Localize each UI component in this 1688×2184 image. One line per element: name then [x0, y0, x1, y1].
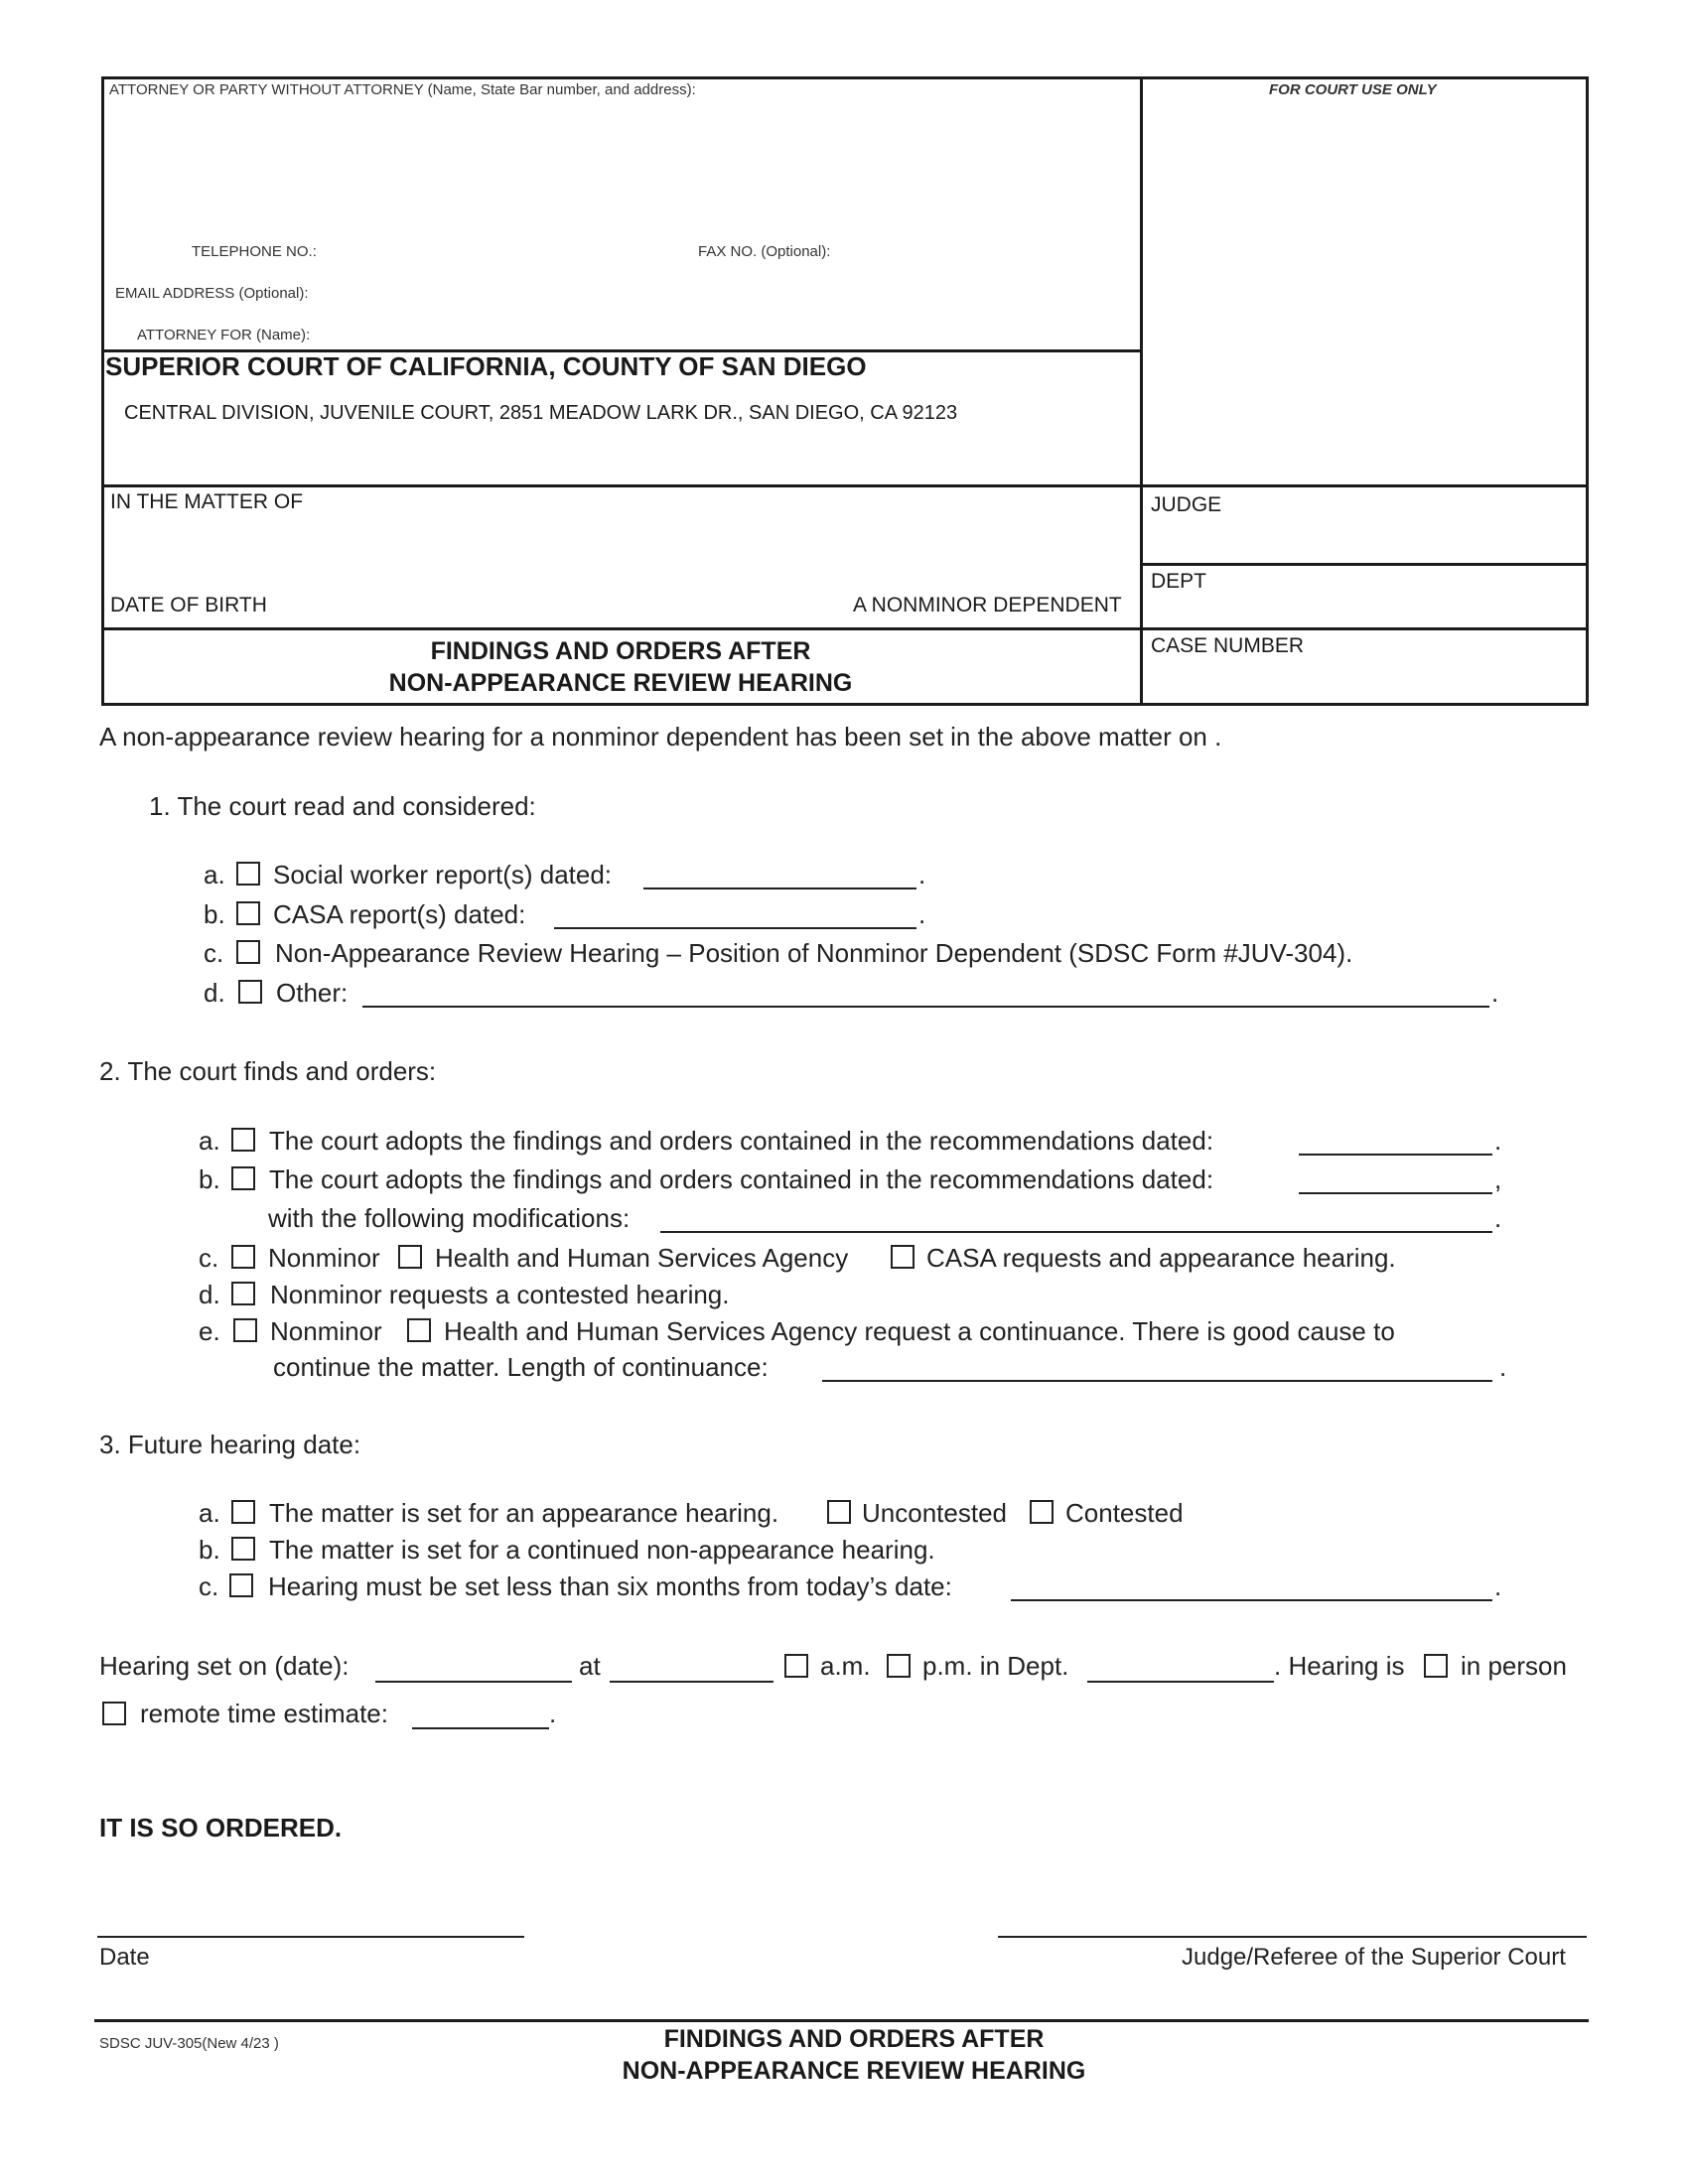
item-3b-text: The matter is set for a continued non-appearance hearing. — [269, 1535, 935, 1565]
court-divider — [101, 484, 1589, 487]
caption-divider-vertical — [1140, 76, 1143, 706]
item-1b-text: CASA report(s) dated: — [273, 899, 526, 929]
checkbox-1b[interactable] — [236, 901, 260, 925]
field-1b-date[interactable] — [554, 927, 916, 929]
hearing-set-label: Hearing set on (date): — [99, 1651, 350, 1681]
field-2a-date[interactable] — [1299, 1154, 1492, 1156]
checkbox-3c[interactable] — [229, 1573, 253, 1597]
item-1d-prefix: d. — [204, 978, 225, 1008]
period: . — [1494, 1203, 1502, 1233]
court-address: CENTRAL DIVISION, JUVENILE COURT, 2851 MEADOW LARK DR., SAN DIEGO, CA 92123 — [124, 402, 958, 424]
item-3a-opt2: Contested — [1065, 1498, 1184, 1528]
checkbox-2e-hhsa[interactable] — [407, 1318, 431, 1342]
field-1d-other[interactable] — [362, 1006, 1489, 1008]
item-1d-text: Other: — [276, 978, 349, 1008]
item-2b-continuation: with the following modifications: — [268, 1203, 631, 1233]
item-1a-prefix: a. — [204, 860, 225, 889]
matter-label: IN THE MATTER OF — [110, 490, 304, 513]
field-dept[interactable] — [1087, 1681, 1274, 1683]
email-label: EMAIL ADDRESS (Optional): — [115, 285, 309, 302]
nonminor-dependent-label: A NONMINOR DEPENDENT — [853, 594, 1122, 616]
date-signature-line[interactable] — [97, 1936, 524, 1938]
item-2e-continuation: continue the matter. Length of continuance: — [273, 1352, 769, 1382]
item-2a-text: The court adopts the findings and orders contained in the recommendations dated: — [269, 1126, 1214, 1156]
item-2e-text: Health and Human Services Agency request a continuance. There is good cause to — [444, 1316, 1395, 1346]
section3-heading: 3. Future hearing date: — [99, 1430, 361, 1459]
field-hearing-date[interactable] — [375, 1681, 572, 1683]
checkbox-2d[interactable] — [231, 1282, 255, 1305]
field-3c-date[interactable] — [1011, 1599, 1492, 1601]
item-3a-prefix: a. — [199, 1498, 220, 1528]
checkbox-3b[interactable] — [231, 1537, 255, 1561]
item-2c-opt2: Health and Human Services Agency — [435, 1243, 849, 1273]
period: . — [1494, 1126, 1502, 1156]
period: . — [918, 899, 926, 929]
judge-divider — [1140, 563, 1589, 566]
form-id: SDSC JUV-305(New 4/23 ) — [99, 2035, 279, 2052]
judge-label: JUDGE — [1151, 493, 1222, 516]
in-person-label: in person — [1461, 1651, 1567, 1681]
item-1c-text: Non-Appearance Review Hearing – Position of Nonminor Dependent (SDSC Form #JUV-304). — [275, 938, 1353, 968]
period: . — [1491, 978, 1499, 1008]
section1-heading: 1. The court read and considered: — [149, 791, 536, 821]
dob-label: DATE OF BIRTH — [110, 594, 267, 616]
item-1c-prefix: c. — [204, 938, 224, 968]
checkbox-3a-contested[interactable] — [1030, 1500, 1054, 1524]
field-2b-date[interactable] — [1299, 1192, 1492, 1194]
checkbox-2a[interactable] — [231, 1128, 255, 1152]
comma: , — [1494, 1164, 1502, 1194]
period: . — [1499, 1352, 1507, 1382]
field-time-estimate[interactable] — [412, 1727, 549, 1729]
item-2b-text: The court adopts the findings and orders contained in the recommendations dated: — [269, 1164, 1214, 1194]
checkbox-in-person[interactable] — [1424, 1654, 1448, 1678]
pm-dept-label: p.m. in Dept. — [922, 1651, 1069, 1681]
telephone-label: TELEPHONE NO.: — [192, 243, 317, 260]
item-2b-prefix: b. — [199, 1164, 220, 1194]
item-2c-prefix: c. — [199, 1243, 219, 1273]
title-divider — [101, 627, 1589, 630]
item-1a-text: Social worker report(s) dated: — [273, 860, 613, 889]
hearing-is-label: . Hearing is — [1274, 1651, 1405, 1681]
period: . — [549, 1699, 557, 1728]
item-1b-prefix: b. — [204, 899, 225, 929]
footer-title-line1: FINDINGS AND ORDERS AFTER — [663, 2025, 1045, 2053]
attorney-for-label: ATTORNEY FOR (Name): — [137, 327, 311, 343]
item-2c-opt1: Nonminor — [268, 1243, 380, 1273]
dept-label: DEPT — [1151, 570, 1207, 593]
item-3b-prefix: b. — [199, 1535, 220, 1565]
item-2d-text: Nonminor requests a contested hearing. — [270, 1280, 730, 1309]
judge-signature-line[interactable] — [998, 1936, 1587, 1938]
footer-title-line2: NON-APPEARANCE REVIEW HEARING — [622, 2057, 1086, 2085]
item-3c-text: Hearing must be set less than six months from today’s date: — [268, 1571, 952, 1601]
item-2e-prefix: e. — [199, 1316, 220, 1346]
field-1a-date[interactable] — [643, 887, 916, 889]
form-title-line1: FINDINGS AND ORDERS AFTER — [430, 637, 811, 665]
item-3a-opt1: Uncontested — [862, 1498, 1007, 1528]
item-2e-opt1: Nonminor — [270, 1316, 382, 1346]
court-name: SUPERIOR COURT OF CALIFORNIA, COUNTY OF SAN DIEGO — [105, 351, 867, 381]
item-2c-opt3: CASA requests and appearance hearing. — [926, 1243, 1396, 1273]
caption-box — [101, 76, 1589, 706]
judge-label: Judge/Referee of the Superior Court — [1182, 1944, 1566, 1971]
checkbox-2c-casa[interactable] — [891, 1245, 914, 1269]
checkbox-remote[interactable] — [102, 1702, 126, 1725]
field-hearing-time[interactable] — [610, 1681, 774, 1683]
checkbox-1d[interactable] — [238, 980, 262, 1004]
period: . — [1494, 1571, 1502, 1601]
checkbox-1c[interactable] — [236, 940, 260, 964]
form-title-line2: NON-APPEARANCE REVIEW HEARING — [388, 669, 853, 697]
checkbox-2b[interactable] — [231, 1166, 255, 1190]
checkbox-1a[interactable] — [236, 862, 260, 886]
field-2b-modifications[interactable] — [660, 1231, 1492, 1233]
intro-text: A non-appearance review hearing for a nonminor dependent has been set in the above matter on . — [99, 722, 1222, 751]
item-2a-prefix: a. — [199, 1126, 220, 1156]
am-label: a.m. — [820, 1651, 871, 1681]
item-3a-text: The matter is set for an appearance hearing. — [269, 1498, 779, 1528]
checkbox-pm[interactable] — [887, 1654, 911, 1678]
hearing-at-label: at — [579, 1651, 601, 1681]
fax-label: FAX NO. (Optional): — [698, 243, 831, 260]
item-3c-prefix: c. — [199, 1571, 219, 1601]
checkbox-am[interactable] — [784, 1654, 808, 1678]
checkbox-3a[interactable] — [231, 1500, 255, 1524]
remote-label: remote time estimate: — [140, 1699, 388, 1728]
period: . — [918, 860, 926, 889]
field-2e-length[interactable] — [822, 1380, 1492, 1382]
checkbox-2c-nonminor[interactable] — [231, 1245, 255, 1269]
footer-rule — [94, 2019, 1589, 2022]
so-ordered: IT IS SO ORDERED. — [99, 1813, 343, 1843]
case-number-label: CASE NUMBER — [1151, 634, 1305, 657]
attorney-label: ATTORNEY OR PARTY WITHOUT ATTORNEY (Name, State Bar number, and address): — [109, 81, 696, 98]
section2-heading: 2. The court finds and orders: — [99, 1056, 437, 1086]
checkbox-2c-hhsa[interactable] — [398, 1245, 422, 1269]
checkbox-3a-uncontested[interactable] — [827, 1500, 851, 1524]
court-use-label: FOR COURT USE ONLY — [1269, 81, 1437, 98]
checkbox-2e-nonminor[interactable] — [233, 1318, 257, 1342]
date-label: Date — [99, 1944, 150, 1971]
item-2d-prefix: d. — [199, 1280, 220, 1309]
